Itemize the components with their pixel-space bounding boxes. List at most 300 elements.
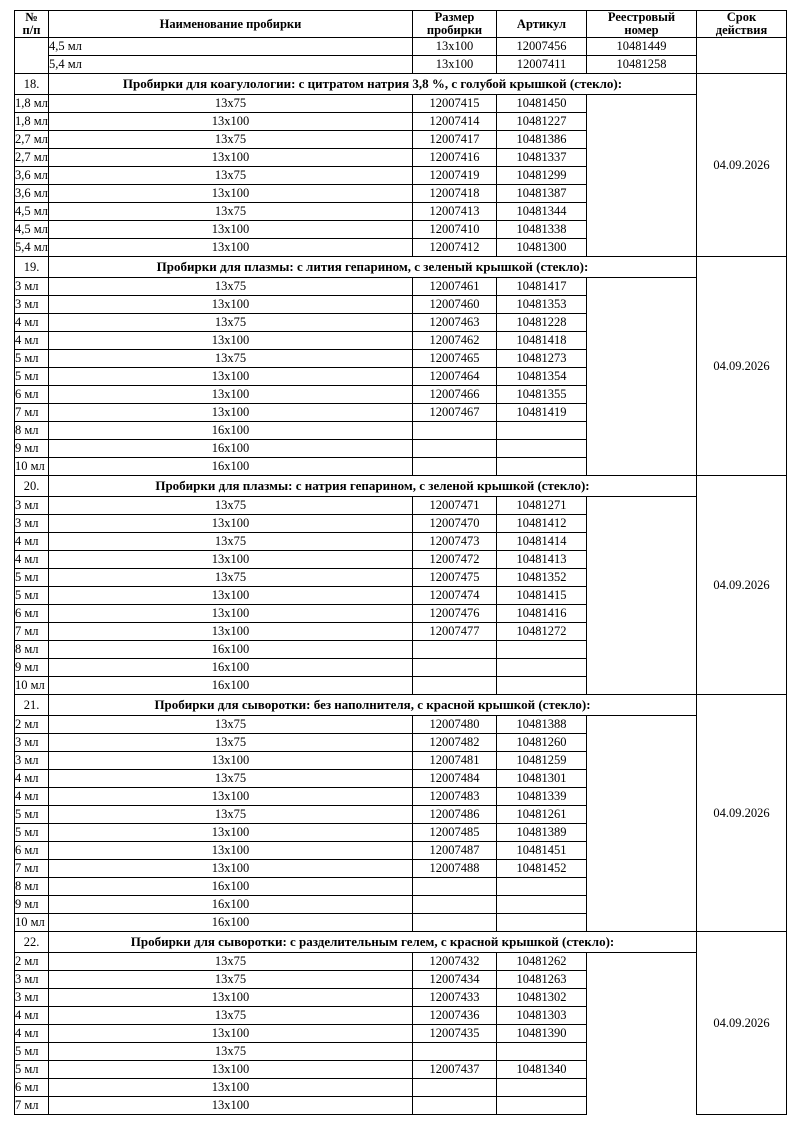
cell-tube-size: 13x100 bbox=[49, 824, 413, 842]
cell-tube-name: 3 мл bbox=[15, 515, 49, 533]
cell-tube-name: 7 мл bbox=[15, 404, 49, 422]
cell-tube-name: 10 мл bbox=[15, 677, 49, 695]
cell-article: 12007419 bbox=[413, 167, 497, 185]
cell-registry-number: 10481273 bbox=[497, 350, 587, 368]
cell-article bbox=[413, 422, 497, 440]
table-row bbox=[15, 38, 787, 56]
table-row bbox=[15, 623, 787, 641]
table-row bbox=[15, 1043, 787, 1061]
cell-tube-name: 8 мл bbox=[15, 422, 49, 440]
cell-registry-number: 10481449 bbox=[587, 38, 697, 56]
cell-tube-name: 5,4 мл bbox=[15, 239, 49, 257]
cell-tube-size: 13x75 bbox=[49, 953, 413, 971]
table-row bbox=[15, 587, 787, 605]
cell-article bbox=[413, 896, 497, 914]
table-group-row bbox=[15, 932, 787, 953]
cell-tube-size: 13x100 bbox=[49, 1079, 413, 1097]
cell-tube-name: 3 мл bbox=[15, 296, 49, 314]
cell-article: 12007416 bbox=[413, 149, 497, 167]
cell-registry-number bbox=[497, 458, 587, 476]
table-row bbox=[15, 386, 787, 404]
table-row bbox=[15, 914, 787, 932]
cell-article bbox=[413, 1079, 497, 1097]
cell-registry-number bbox=[497, 1043, 587, 1061]
cell-article: 12007460 bbox=[413, 296, 497, 314]
cell-registry-number bbox=[497, 641, 587, 659]
cell-registry-number: 10481388 bbox=[497, 716, 587, 734]
cell-registry-number: 10481451 bbox=[497, 842, 587, 860]
cell-registry-number: 10481337 bbox=[497, 149, 587, 167]
cell-tube-name: 4,5 мл bbox=[15, 203, 49, 221]
cell-registry-number bbox=[497, 1079, 587, 1097]
cell-registry-number: 10481390 bbox=[497, 1025, 587, 1043]
cell-tube-name: 2 мл bbox=[15, 953, 49, 971]
cell-tube-name: 3 мл bbox=[15, 734, 49, 752]
cell-article: 12007412 bbox=[413, 239, 497, 257]
table-row bbox=[15, 131, 787, 149]
cell-tube-size: 13x75 bbox=[49, 734, 413, 752]
cell-tube-size: 13x100 bbox=[49, 239, 413, 257]
table-row bbox=[15, 167, 787, 185]
cell-tube-name: 4 мл bbox=[15, 332, 49, 350]
group-title: Пробирки для плазмы: с лития гепарином, с зеленый крышкой (стекло): bbox=[49, 257, 697, 278]
cell-article: 12007436 bbox=[413, 1007, 497, 1025]
cell-registry-number: 10481387 bbox=[497, 185, 587, 203]
column-header-registry: Реестровый номер bbox=[587, 11, 697, 38]
table-row bbox=[15, 296, 787, 314]
cell-tube-name: 2,7 мл bbox=[15, 131, 49, 149]
table-row bbox=[15, 1079, 787, 1097]
table-row bbox=[15, 641, 787, 659]
cell-tube-name: 3,6 мл bbox=[15, 185, 49, 203]
cell-article: 12007456 bbox=[497, 38, 587, 56]
cell-tube-name: 4 мл bbox=[15, 314, 49, 332]
cell-tube-size: 13x75 bbox=[49, 278, 413, 296]
cell-registry-number: 10481340 bbox=[497, 1061, 587, 1079]
table-row bbox=[15, 989, 787, 1007]
cell-tube-name: 4 мл bbox=[15, 533, 49, 551]
cell-article: 12007476 bbox=[413, 605, 497, 623]
cell-tube-size: 13x100 bbox=[49, 1061, 413, 1079]
cell-registry-number bbox=[497, 896, 587, 914]
cell-tube-size: 13x75 bbox=[49, 716, 413, 734]
table-row bbox=[15, 842, 787, 860]
table-row bbox=[15, 752, 787, 770]
cell-registry-number bbox=[497, 1097, 587, 1115]
cell-tube-name: 4 мл bbox=[15, 1007, 49, 1025]
cell-tube-name: 5 мл bbox=[15, 824, 49, 842]
cell-article bbox=[413, 1097, 497, 1115]
cell-tube-name: 8 мл bbox=[15, 641, 49, 659]
cell-tube-size: 13x100 bbox=[49, 752, 413, 770]
cell-registry-number: 10481352 bbox=[497, 569, 587, 587]
cell-tube-size: 13x75 bbox=[49, 497, 413, 515]
cell-registry-number bbox=[497, 914, 587, 932]
table-row bbox=[15, 971, 787, 989]
cell-registry-number: 10481450 bbox=[497, 95, 587, 113]
cell-tube-name: 7 мл bbox=[15, 623, 49, 641]
group-number bbox=[15, 38, 49, 74]
cell-tube-size: 13x75 bbox=[49, 167, 413, 185]
cell-registry-number bbox=[497, 659, 587, 677]
cell-article: 12007432 bbox=[413, 953, 497, 971]
cell-tube-name: 9 мл bbox=[15, 659, 49, 677]
table-row bbox=[15, 185, 787, 203]
validity-term: 04.09.2026 bbox=[697, 74, 787, 257]
cell-tube-size: 13x75 bbox=[49, 350, 413, 368]
cell-tube-name: 2 мл bbox=[15, 716, 49, 734]
group-number: 20. bbox=[15, 476, 49, 497]
table-row bbox=[15, 515, 787, 533]
cell-tube-size: 16x100 bbox=[49, 914, 413, 932]
table-body bbox=[15, 38, 787, 1115]
column-header-number: № п/п bbox=[15, 11, 49, 38]
table-row bbox=[15, 788, 787, 806]
cell-tube-size: 13x75 bbox=[49, 131, 413, 149]
cell-tube-size: 16x100 bbox=[49, 641, 413, 659]
cell-tube-size: 13x100 bbox=[49, 113, 413, 131]
cell-tube-name: 6 мл bbox=[15, 842, 49, 860]
cell-tube-size: 13x75 bbox=[49, 1007, 413, 1025]
cell-tube-name: 6 мл bbox=[15, 605, 49, 623]
cell-tube-size: 16x100 bbox=[49, 659, 413, 677]
table-row bbox=[15, 56, 787, 74]
cell-tube-size: 13x75 bbox=[49, 533, 413, 551]
table-row bbox=[15, 458, 787, 476]
cell-tube-size: 16x100 bbox=[49, 422, 413, 440]
cell-registry-number: 10481389 bbox=[497, 824, 587, 842]
cell-registry-number bbox=[497, 677, 587, 695]
cell-article: 12007487 bbox=[413, 842, 497, 860]
table-row bbox=[15, 440, 787, 458]
cell-registry-number: 10481416 bbox=[497, 605, 587, 623]
cell-tube-size: 13x100 bbox=[49, 587, 413, 605]
table-row bbox=[15, 896, 787, 914]
cell-tube-size: 13x100 bbox=[49, 296, 413, 314]
cell-tube-name: 2,7 мл bbox=[15, 149, 49, 167]
cell-tube-name: 3 мл bbox=[15, 278, 49, 296]
cell-tube-name: 4,5 мл bbox=[15, 221, 49, 239]
cell-tube-name: 8 мл bbox=[15, 878, 49, 896]
cell-registry-number: 10481228 bbox=[497, 314, 587, 332]
cell-tube-size: 13x75 bbox=[49, 806, 413, 824]
cell-tube-size: 13x75 bbox=[49, 569, 413, 587]
table-row bbox=[15, 533, 787, 551]
table-row bbox=[15, 149, 787, 167]
cell-article: 12007433 bbox=[413, 989, 497, 1007]
cell-tube-name: 4 мл bbox=[15, 551, 49, 569]
cell-tube-name: 7 мл bbox=[15, 860, 49, 878]
cell-article: 12007475 bbox=[413, 569, 497, 587]
cell-article: 12007418 bbox=[413, 185, 497, 203]
cell-article: 12007410 bbox=[413, 221, 497, 239]
validity-term: 04.09.2026 bbox=[697, 257, 787, 476]
table-row bbox=[15, 770, 787, 788]
cell-article: 12007411 bbox=[497, 56, 587, 74]
cell-registry-number: 10481418 bbox=[497, 332, 587, 350]
table-row bbox=[15, 1007, 787, 1025]
table-row bbox=[15, 350, 787, 368]
group-number: 21. bbox=[15, 695, 49, 716]
cell-article: 12007437 bbox=[413, 1061, 497, 1079]
cell-tube-size: 13x100 bbox=[49, 515, 413, 533]
validity-term: 04.09.2026 bbox=[697, 695, 787, 932]
table-group-row bbox=[15, 74, 787, 95]
cell-registry-number: 10481301 bbox=[497, 770, 587, 788]
table-row bbox=[15, 677, 787, 695]
cell-article: 12007488 bbox=[413, 860, 497, 878]
group-title: Пробирки для сыворотки: с разделительным гелем, с красной крышкой (стекло): bbox=[49, 932, 697, 953]
column-header-article: Артикул bbox=[497, 11, 587, 38]
cell-registry-number: 10481272 bbox=[497, 623, 587, 641]
cell-article: 12007470 bbox=[413, 515, 497, 533]
table-row bbox=[15, 734, 787, 752]
cell-article bbox=[413, 878, 497, 896]
cell-tube-name: 3 мл bbox=[15, 497, 49, 515]
cell-article: 12007417 bbox=[413, 131, 497, 149]
cell-article: 12007484 bbox=[413, 770, 497, 788]
cell-registry-number: 10481415 bbox=[497, 587, 587, 605]
cell-tube-size: 13x100 bbox=[49, 860, 413, 878]
cell-tube-size: 13x75 bbox=[49, 971, 413, 989]
cell-tube-name: 5 мл bbox=[15, 587, 49, 605]
cell-tube-size: 13x75 bbox=[49, 314, 413, 332]
validity-term: 04.09.2026 bbox=[697, 476, 787, 695]
cell-article: 12007471 bbox=[413, 497, 497, 515]
cell-article bbox=[413, 458, 497, 476]
cell-article: 12007481 bbox=[413, 752, 497, 770]
cell-article bbox=[413, 641, 497, 659]
cell-tube-size: 13x100 bbox=[49, 149, 413, 167]
cell-registry-number: 10481452 bbox=[497, 860, 587, 878]
cell-registry-number: 10481417 bbox=[497, 278, 587, 296]
cell-tube-name: 9 мл bbox=[15, 440, 49, 458]
cell-tube-name: 6 мл bbox=[15, 386, 49, 404]
cell-registry-number: 10481414 bbox=[497, 533, 587, 551]
validity-term bbox=[697, 38, 787, 74]
cell-article: 12007414 bbox=[413, 113, 497, 131]
table-group-row bbox=[15, 257, 787, 278]
cell-registry-number bbox=[497, 878, 587, 896]
table-row bbox=[15, 1097, 787, 1115]
cell-article: 12007415 bbox=[413, 95, 497, 113]
table-row bbox=[15, 332, 787, 350]
validity-term: 04.09.2026 bbox=[697, 932, 787, 1115]
cell-article: 12007465 bbox=[413, 350, 497, 368]
cell-article bbox=[413, 1043, 497, 1061]
cell-registry-number: 10481354 bbox=[497, 368, 587, 386]
cell-tube-name: 10 мл bbox=[15, 914, 49, 932]
table-row bbox=[15, 569, 787, 587]
table-row bbox=[15, 878, 787, 896]
cell-article bbox=[413, 677, 497, 695]
table-row bbox=[15, 806, 787, 824]
cell-article: 12007462 bbox=[413, 332, 497, 350]
cell-tube-name: 5 мл bbox=[15, 1043, 49, 1061]
cell-tube-size: 16x100 bbox=[49, 440, 413, 458]
cell-tube-size: 13x100 bbox=[49, 605, 413, 623]
cell-tube-size: 13x75 bbox=[49, 203, 413, 221]
cell-article: 12007434 bbox=[413, 971, 497, 989]
cell-tube-size: 13x75 bbox=[49, 770, 413, 788]
cell-tube-name: 5 мл bbox=[15, 569, 49, 587]
cell-tube-name: 3 мл bbox=[15, 752, 49, 770]
cell-registry-number: 10481260 bbox=[497, 734, 587, 752]
cell-tube-size: 13x100 bbox=[49, 1025, 413, 1043]
cell-tube-name: 3 мл bbox=[15, 971, 49, 989]
cell-registry-number: 10481263 bbox=[497, 971, 587, 989]
table-row bbox=[15, 1061, 787, 1079]
cell-registry-number: 10481259 bbox=[497, 752, 587, 770]
table-row bbox=[15, 278, 787, 296]
table-row bbox=[15, 314, 787, 332]
cell-tube-size: 13x100 bbox=[49, 185, 413, 203]
cell-tube-size: 13x100 bbox=[49, 1097, 413, 1115]
cell-tube-size: 13x100 bbox=[413, 56, 497, 74]
cell-registry-number: 10481413 bbox=[497, 551, 587, 569]
cell-tube-name: 3,6 мл bbox=[15, 167, 49, 185]
cell-article: 12007482 bbox=[413, 734, 497, 752]
cell-tube-size: 16x100 bbox=[49, 878, 413, 896]
cell-article: 12007472 bbox=[413, 551, 497, 569]
cell-registry-number: 10481299 bbox=[497, 167, 587, 185]
group-number: 19. bbox=[15, 257, 49, 278]
cell-registry-number: 10481344 bbox=[497, 203, 587, 221]
cell-tube-name: 5 мл bbox=[15, 806, 49, 824]
cell-tube-name: 5 мл bbox=[15, 368, 49, 386]
table-row bbox=[15, 551, 787, 569]
table-row bbox=[15, 368, 787, 386]
cell-tube-size: 13x100 bbox=[413, 38, 497, 56]
cell-article: 12007485 bbox=[413, 824, 497, 842]
cell-tube-size: 16x100 bbox=[49, 677, 413, 695]
table-row bbox=[15, 404, 787, 422]
cell-tube-size: 13x100 bbox=[49, 332, 413, 350]
column-header-size: Размер пробирки bbox=[413, 11, 497, 38]
group-title: Пробирки для плазмы: с натрия гепарином, с зеленой крышкой (стекло): bbox=[49, 476, 697, 497]
cell-tube-name: 6 мл bbox=[15, 1079, 49, 1097]
cell-tube-name: 10 мл bbox=[15, 458, 49, 476]
cell-article: 12007461 bbox=[413, 278, 497, 296]
cell-registry-number bbox=[497, 440, 587, 458]
group-title: Пробирки для сыворотки: без наполнителя, с красной крышкой (стекло): bbox=[49, 695, 697, 716]
cell-registry-number: 10481300 bbox=[497, 239, 587, 257]
cell-article bbox=[413, 914, 497, 932]
column-header-term: Срок действия bbox=[697, 11, 787, 38]
cell-tube-name: 9 мл bbox=[15, 896, 49, 914]
cell-article: 12007413 bbox=[413, 203, 497, 221]
cell-tube-name: 5 мл bbox=[15, 350, 49, 368]
cell-registry-number: 10481227 bbox=[497, 113, 587, 131]
cell-registry-number: 10481258 bbox=[587, 56, 697, 74]
cell-article: 12007486 bbox=[413, 806, 497, 824]
cell-article: 12007466 bbox=[413, 386, 497, 404]
cell-registry-number: 10481353 bbox=[497, 296, 587, 314]
cell-tube-name: 4 мл bbox=[15, 1025, 49, 1043]
cell-registry-number: 10481419 bbox=[497, 404, 587, 422]
table-row bbox=[15, 716, 787, 734]
cell-tube-name: 4 мл bbox=[15, 770, 49, 788]
table-row bbox=[15, 860, 787, 878]
table-row bbox=[15, 221, 787, 239]
table-row bbox=[15, 95, 787, 113]
cell-registry-number: 10481302 bbox=[497, 989, 587, 1007]
table-row bbox=[15, 422, 787, 440]
cell-tube-size: 13x100 bbox=[49, 551, 413, 569]
cell-article: 12007477 bbox=[413, 623, 497, 641]
cell-tube-size: 16x100 bbox=[49, 896, 413, 914]
table-row bbox=[15, 497, 787, 515]
table-group-row bbox=[15, 476, 787, 497]
table-row bbox=[15, 239, 787, 257]
cell-tube-name: 3 мл bbox=[15, 989, 49, 1007]
cell-tube-size: 13x100 bbox=[49, 368, 413, 386]
cell-article: 12007435 bbox=[413, 1025, 497, 1043]
cell-registry-number bbox=[497, 422, 587, 440]
cell-article: 12007480 bbox=[413, 716, 497, 734]
cell-article: 12007474 bbox=[413, 587, 497, 605]
cell-article: 12007473 bbox=[413, 533, 497, 551]
table-row bbox=[15, 203, 787, 221]
cell-tube-size: 13x100 bbox=[49, 404, 413, 422]
table-row bbox=[15, 659, 787, 677]
cell-article: 12007463 bbox=[413, 314, 497, 332]
cell-registry-number: 10481261 bbox=[497, 806, 587, 824]
cell-tube-size: 13x75 bbox=[49, 1043, 413, 1061]
cell-tube-size: 13x100 bbox=[49, 989, 413, 1007]
column-header-name: Наименование пробирки bbox=[49, 11, 413, 38]
cell-tube-size: 13x75 bbox=[49, 95, 413, 113]
cell-tube-size: 13x100 bbox=[49, 788, 413, 806]
cell-article bbox=[413, 440, 497, 458]
group-number: 18. bbox=[15, 74, 49, 95]
cell-article: 12007464 bbox=[413, 368, 497, 386]
cell-tube-name: 1,8 мл bbox=[15, 95, 49, 113]
table-group-row bbox=[15, 695, 787, 716]
cell-article: 12007483 bbox=[413, 788, 497, 806]
cell-registry-number: 10481386 bbox=[497, 131, 587, 149]
cell-tube-name: 7 мл bbox=[15, 1097, 49, 1115]
table-header bbox=[15, 11, 787, 38]
cell-registry-number: 10481339 bbox=[497, 788, 587, 806]
cell-tube-name: 4,5 мл bbox=[49, 38, 413, 56]
cell-tube-size: 13x100 bbox=[49, 623, 413, 641]
cell-registry-number: 10481355 bbox=[497, 386, 587, 404]
table-row bbox=[15, 113, 787, 131]
cell-registry-number: 10481338 bbox=[497, 221, 587, 239]
cell-registry-number: 10481412 bbox=[497, 515, 587, 533]
cell-tube-size: 13x100 bbox=[49, 221, 413, 239]
cell-tube-name: 5 мл bbox=[15, 1061, 49, 1079]
cell-registry-number: 10481271 bbox=[497, 497, 587, 515]
cell-article: 12007467 bbox=[413, 404, 497, 422]
cell-tube-size: 13x100 bbox=[49, 386, 413, 404]
cell-tube-size: 13x100 bbox=[49, 842, 413, 860]
cell-tube-name: 5,4 мл bbox=[49, 56, 413, 74]
table-row bbox=[15, 605, 787, 623]
cell-registry-number: 10481303 bbox=[497, 1007, 587, 1025]
cell-registry-number: 10481262 bbox=[497, 953, 587, 971]
cell-tube-size: 16x100 bbox=[49, 458, 413, 476]
cell-article bbox=[413, 659, 497, 677]
table-row bbox=[15, 1025, 787, 1043]
group-number: 22. bbox=[15, 932, 49, 953]
tube-catalog-table bbox=[14, 10, 787, 1115]
table-row bbox=[15, 824, 787, 842]
table-row bbox=[15, 953, 787, 971]
cell-tube-name: 1,8 мл bbox=[15, 113, 49, 131]
cell-tube-name: 4 мл bbox=[15, 788, 49, 806]
